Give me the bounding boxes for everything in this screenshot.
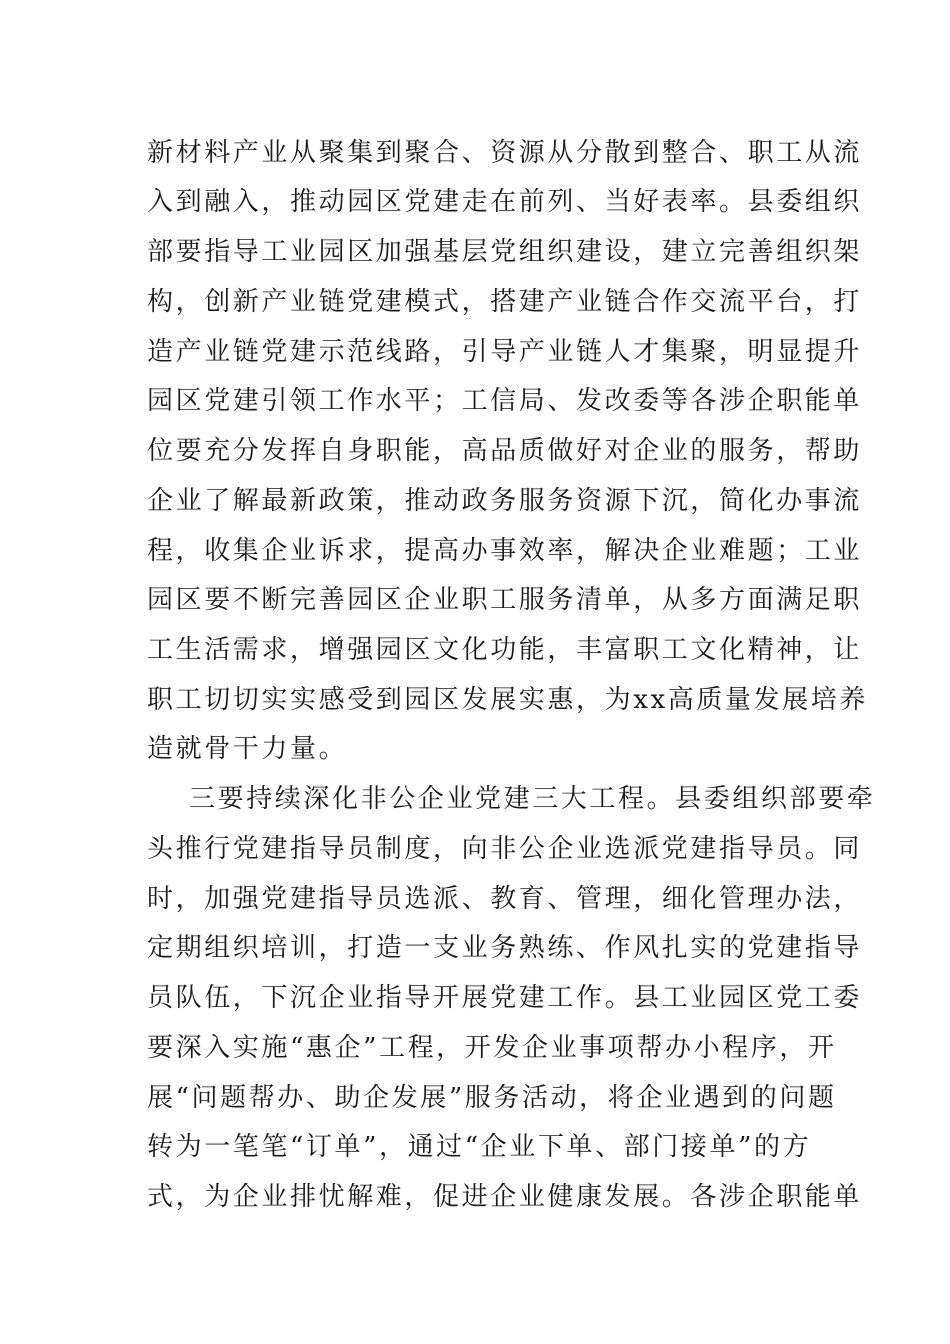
paragraph-1-line: 企业了解最新政策，推动政务服务资源下沉，简化办事流	[147, 486, 863, 516]
paragraph-2-line: 头推行党建指导员制度，向非公企业选派党建指导员。同	[147, 834, 863, 864]
paragraph-1-line: 职工切切实实感受到园区发展实惠，为xx高质量发展培养	[147, 685, 868, 715]
paragraph-1-line: 园区党建引领工作水平；工信局、发改委等各涉企职能单	[147, 386, 863, 416]
paragraph-2-line: 要深入实施“惠企”工程，开发企业事项帮办小程序，开	[147, 1033, 837, 1063]
paragraph-2-line: 展“问题帮办、助企发展”服务活动，将企业遇到的问题	[147, 1083, 837, 1113]
paragraph-1-line: 程，收集企业诉求，提高办事效率，解决企业难题；工业	[147, 536, 863, 566]
paragraph-1-line: 新材料产业从聚集到聚合、资源从分散到整合、职工从流	[147, 138, 863, 168]
paragraph-1-line: 工生活需求，增强园区文化功能，丰富职工文化精神，让	[147, 635, 863, 665]
paragraph-1-line: 园区要不断完善园区企业职工服务清单，从多方面满足职	[147, 585, 863, 615]
paragraph-2-line: 转为一笔笔“订单”，通过“企业下单、部门接单”的方	[147, 1132, 812, 1162]
paragraph-2-line: 式，为企业排忧解难，促进企业健康发展。各涉企职能单	[147, 1182, 863, 1212]
paragraph-2-line: 员队伍，下沉企业指导开展党建工作。县工业园区党工委	[147, 983, 863, 1013]
paragraph-1-line: 造产业链党建示范线路，引导产业链人才集聚，明显提升	[147, 337, 863, 367]
paragraph-1-line: 造就骨干力量。	[147, 734, 348, 764]
paragraph-1-line: 位要充分发挥自身职能，高品质做好对企业的服务，帮助	[147, 436, 863, 466]
paragraph-1-line: 入到融入，推动园区党建走在前列、当好表率。县委组织	[147, 187, 863, 217]
paragraph-2-line: 定期组织培训，打造一支业务熟练、作风扎实的党建指导	[147, 933, 863, 963]
paragraph-2-line: 三要持续深化非公企业党建三大工程。县委组织部要牵	[189, 784, 876, 814]
paragraph-1-line: 部要指导工业园区加强基层党组织建设，建立完善组织架	[147, 237, 863, 267]
paragraph-1-line: 构，创新产业链党建模式，搭建产业链合作交流平台，打	[147, 287, 863, 317]
paragraph-2-line: 时，加强党建指导员选派、教育、管理，细化管理办法，	[147, 884, 863, 914]
